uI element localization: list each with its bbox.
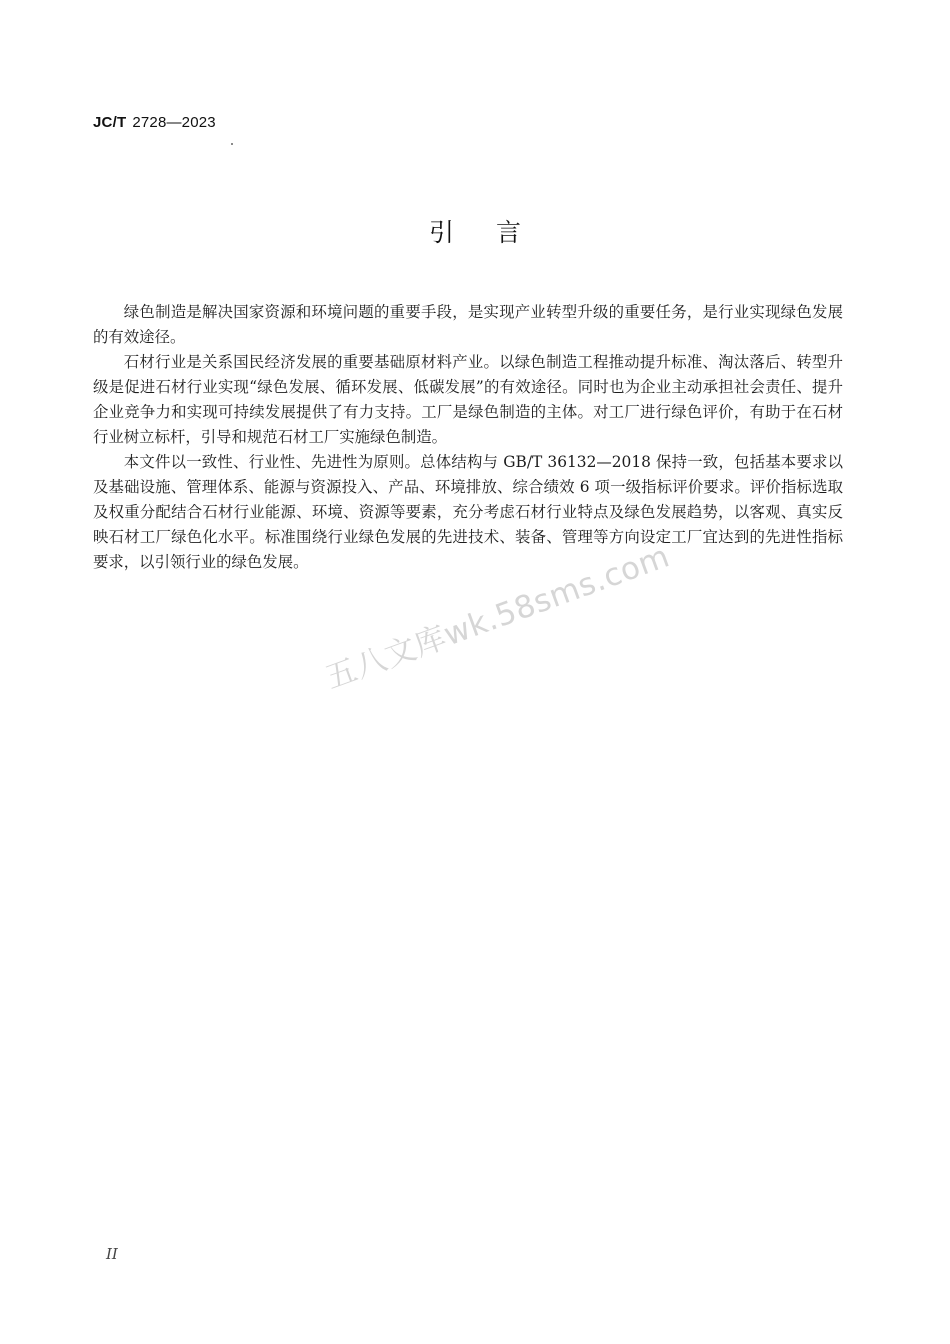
document-code-number: 2728—2023 [132,114,216,131]
document-code [93,114,216,131]
paragraph-1: 绿色制造是解决国家资源和环境问题的重要手段，是实现产业转型升级的重要任务，是行业实现绿色发展的有效途径。 [93,303,843,346]
document-body [93,300,843,575]
document-code-prefix: JC/T [93,114,127,131]
page-number: II [106,1245,118,1263]
paragraph-2: 石材行业是关系国民经济发展的重要基础原材料产业。以绿色制造工程推动提升标准、淘汰落后、转型升级是促进石材行业实现“绿色发展、循环发展、低碳发展”的有效途径。同时也为企业主动承担社会责任、提升企业竞争力和实现可持续发展提供了有力支持。工厂是绿色制造的主体。对工厂进行绿色评价，有助于在石材行业树立标杆，引导和规范石材工厂实施绿色制造。 [93,353,843,446]
paragraph-3: 本文件以一致性、行业性、先进性为原则。总体结构与 GB/T 36132—2018 保持一致，包括基本要求以及基础设施、管理体系、能源与资源投入、产品、环境排放、综合绩效 6 项一级指标评价要求。评价指标选取及权重分配结合石材行业能源、环境、资源等要素，充分考虑石材行业特点及绿色发展趋势，以客观、真实反映石材工厂绿色化水平。标准围绕行业绿色发展的先进技术、装备、管理等方向设定工厂宜达到的先进性指标要求，以引领行业的绿色发展。 [93,453,843,571]
scan-speck [231,143,233,145]
page-title: 引言 [428,218,563,247]
watermark: 五八文库wk.58sms.com [320,538,675,697]
